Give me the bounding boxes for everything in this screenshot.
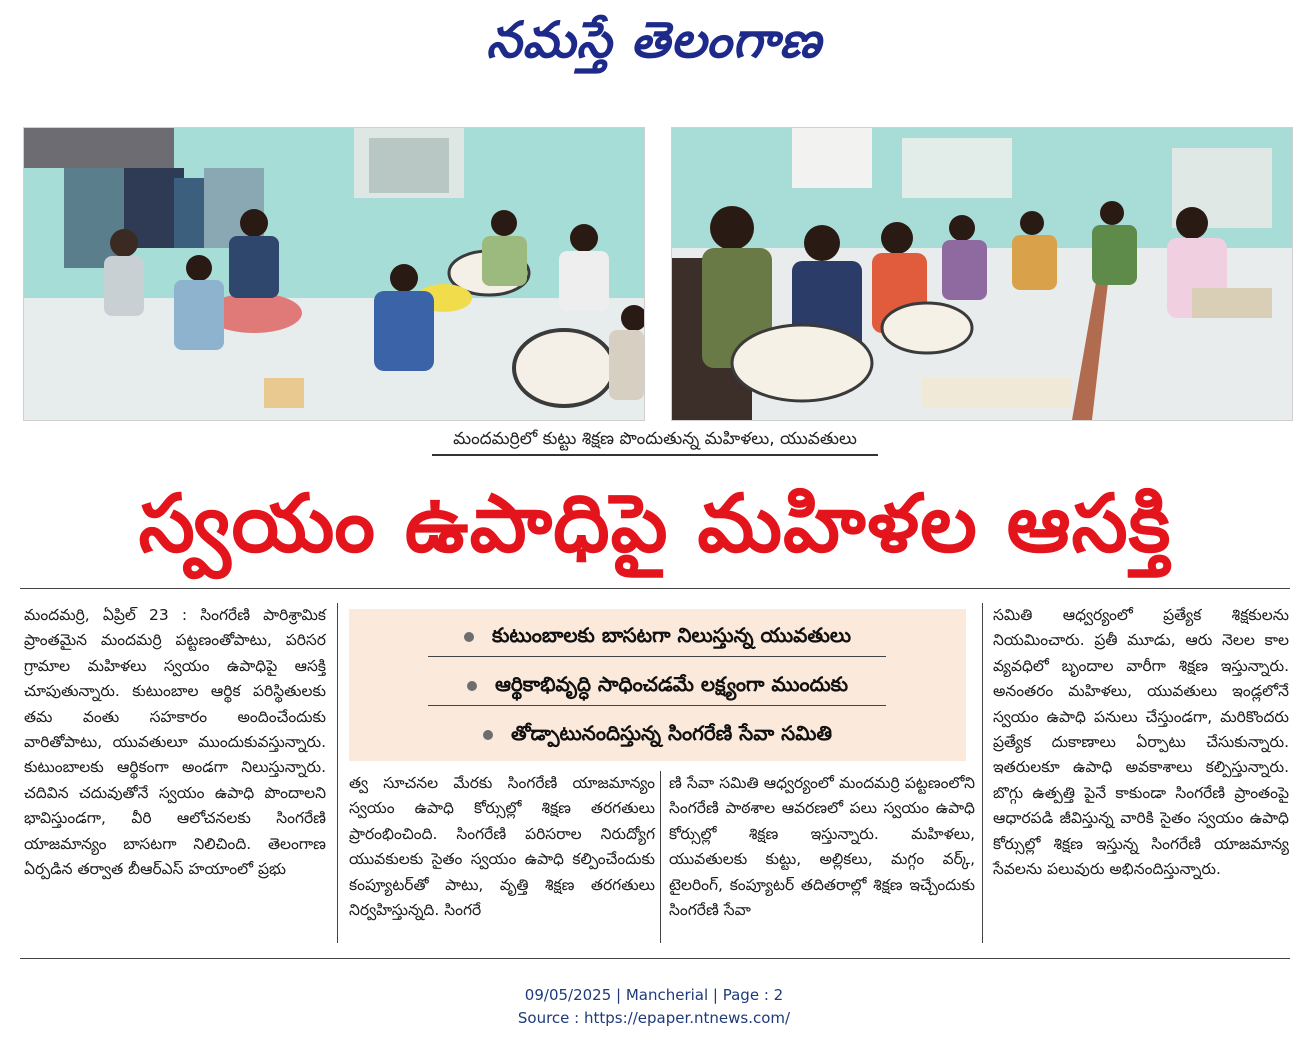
bullet-icon: [464, 632, 474, 642]
bullet-icon: [483, 730, 493, 740]
photo-embroidery-class-left: [23, 127, 645, 421]
article-bottom-rule: [20, 958, 1290, 959]
article-column-2-text: త్వ సూచనల మేరకు సింగరేణి యాజమాన్యం స్వయం ఉపాధి కోర్సుల్లో శిక్షణ తరగతులు ప్రారంభించింది. సింగరేణి పరిసరాల నిరుద్యోగ యువకులకు సైతం స్వయం ఉపాధి కల్పించేందుకు కంప్యూటర్‌తో పాటు, వృత్తి శిక్షణ తరగతులు నిర్వహిస్తున్నది. సింగరే: [349, 774, 655, 920]
article-column-1-text: మందమర్రి, ఏప్రిల్ 23 : సింగరేణి పారిశ్రామిక ప్రాంతమైన మందమర్రి పట్టణంతోపాటు, పరిసర గ్రామాల మహిళలు స్వయం ఉపాధిపై ఆసక్తి చూపుతున్నారు. కుటుంబాల ఆర్థిక పరిస్థితులకు తమ వంతు సహకారం అందించేందుకు వారితోపాటు, యువతులూ ముందుకువస్తున్నారు. కుటుంబాలకు ఆర్థికంగా అండగా నిలుస్తున్నారు. చదివిన చదువుతోనే స్వయం ఉపాధి పొందాలని భావిస్తుండగా, వీరి ఆలోచనలకు సింగరేణి యాజమాన్యం బాసటగా నిలిచింది. తెలంగాణ ఏర్పడిన తర్వాత బీఆర్ఎస్ హయాంలో ప్రభు: [24, 606, 326, 879]
photo-embroidery-class-right: [671, 127, 1293, 421]
masthead-title: నమస్తే తెలంగాణ: [486, 10, 822, 69]
newspaper-masthead: [0, 10, 1308, 80]
highlight-text-1: కుటుంబాలకు బాసటగా నిలుస్తున్న యువతులు: [492, 622, 851, 647]
article-column-4-text: సమితి ఆధ్వర్యంలో ప్రత్యేక శిక్షకులను నియమించారు. ప్రతీ మూడు, ఆరు నెలల కాల వ్యవధిలో బృందాల వారీగా శిక్షణ ఇస్తున్నారు. అనంతరం మహిళలు, యువతులు ఇండ్లలోనే స్వయం ఉపాధి పనులు చేస్తుండగా, మరికొందరు ప్రత్యేక దుకాణాలు ఏర్పాటు చేసుకున్నారు. ఇతరులకూ ఉపాధి అవకాశాలు కల్పిస్తున్నారు. బొగ్గు ఉత్పత్తి పైనే కాకుండా సింగరేణి ప్రాంతంపై ఆధారపడి జీవిస్తున్న వారికి సైతం స్వయం ఉపాధి కోర్సుల్లో శిక్షణ ఇస్తున్న సింగరేణి యాజమాన్య సేవలను పలువురు అభినందిస్తున్నారు.: [993, 606, 1289, 879]
column-divider-3: [982, 603, 983, 943]
article-column-3: [669, 771, 975, 923]
photo-illustration-right: [672, 128, 1292, 420]
footer-source-link[interactable]: Source : https://epaper.ntnews.com/: [517, 1009, 791, 1027]
photo-illustration-left: [24, 128, 644, 420]
article-column-4: [993, 603, 1289, 882]
highlights-box: [349, 609, 966, 761]
headline-underline: [20, 588, 1290, 589]
article-column-3-text: ణి సేవా సమితి ఆధ్వర్యంలో మందమర్రి పట్టణంలోని సింగరేణి పాఠశాల ఆవరణలో పలు స్వయం ఉపాధి కోర్సుల్లో శిక్షణ ఇస్తున్నారు. మహిళలు, యువతులకు కుట్టు, అల్లికలు, మగ్గం వర్క్, టైలరింగ్, కంప్యూటర్ తదితరాల్లో శిక్షణ ఇచ్చేందుకు సింగరేణి సేవా: [669, 774, 975, 920]
highlight-item-1: [349, 617, 966, 657]
highlight-text-2: ఆర్థికాభివృద్ధి సాధించడమే లక్ష్యంగా ముందుకు: [494, 671, 849, 696]
footer-date-edition: 09/05/2025 | Mancherial | Page : 2: [524, 986, 784, 1004]
column-divider-1: [337, 603, 338, 943]
highlight-text-3: తోడ్పాటునందిస్తున్న సింగరేణి సేవా సమితి: [511, 720, 832, 745]
highlight-separator-2: [428, 705, 886, 706]
highlight-separator-1: [428, 656, 886, 657]
highlight-item-3: [349, 715, 966, 755]
photo-caption: మందమర్రిలో కుట్టు శిక్షణ పొందుతున్న మహిళలు, యువతులు: [432, 426, 878, 456]
highlight-item-2: [349, 666, 966, 706]
bullet-icon: [467, 681, 477, 691]
article-column-2: [349, 771, 655, 923]
column-divider-2: [660, 771, 661, 943]
article-headline: స్వయం ఉపాధిపై మహిళల ఆసక్తి: [138, 477, 1172, 570]
article-column-1: [24, 603, 326, 882]
